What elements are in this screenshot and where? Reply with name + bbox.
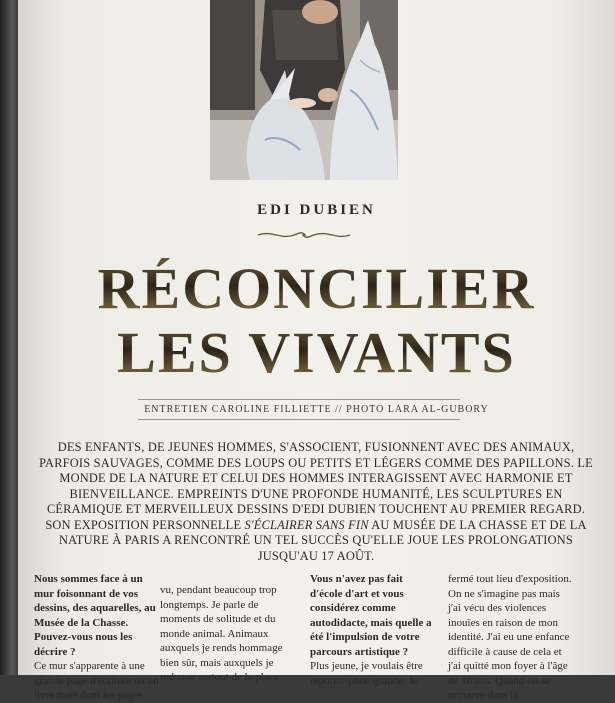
interview-answer: fermé tout lieu d'exposition. On ne s'imagine pas mais j'ai vécu des violences inouïes en raison de mon identité. J'ai eu une enfance difficile à cause de cela et j'ai quitté mon foyer à l'âge de 16 ans. Quand on se retrouve dans la — [448, 573, 572, 701]
body-column-4 — [448, 572, 574, 703]
magazine-page — [18, 0, 615, 701]
lede-text-end: AU MUSÉE DE LA CHASSE ET DE LA NATURE À PARIS A RENCONTRÉ UN TEL SUCCÈS QU'ELLE JOUE LES PROLONGATIONS JUSQU'AU 17 AOÛT. — [58, 517, 587, 563]
exhibition-title: S'ÉCLAIRER SANS FIN — [244, 517, 369, 532]
interview-answer: Plus jeune, je voulais être reporter-photographe. Je — [310, 660, 423, 687]
credit-rule-top — [138, 399, 460, 400]
body-column-3 — [310, 572, 436, 688]
article-lede — [36, 440, 596, 564]
article-photo — [210, 0, 398, 180]
credit-rule-bottom — [138, 419, 460, 420]
lede-text: DES ENFANTS, DE JEUNES HOMMES, S'ASSOCIENT, FUSIONNENT AVEC DES ANIMAUX, PARFOIS SAUVAGES, COMME DES LOUPS OU PETITS ET LÉGERS COMME DES PAPILLONS. LE MONDE DE LA NATURE ET CELUI DES HOMMES INTERAGISSENT AVEC HARMONIE ET BIENVEILLANCE. EMPREINTS D'UNE PROFONDE HUMANITÉ, LES SCULPTURES EN CÉRAMIQUE ET MERVEILLEUX DESSINS D'EDI DUBIEN TOUCHENT AU PREMIER REGARD. SON EXPOSITION PERSONNELLE — [39, 440, 593, 532]
interview-answer: vu, pendant beaucoup trop longtemps. Je parle de moments de solitude et du monde animal. Animaux auxquels je rends hommage bien sûr, mais auxquels je redonne surtout de la place. — [160, 584, 283, 683]
artist-name: EDI DUBIEN — [257, 202, 376, 218]
body-column-1 — [34, 572, 160, 703]
interview-question: Vous n'avez pas fait d'école d'art et vous considérez comme autodidacte, mais quelle a été l'impulsion de votre parcours artistique ? — [310, 573, 432, 658]
article-credit: ENTRETIEN CAROLINE FILLIETTE // PHOTO LARA AL-GUBORY — [144, 404, 489, 415]
interview-question: Nous sommes face à un mur foisonnant de vos dessins, des aquarelles, au Musée de la Chasse. Pouvez-vous nous les décrire ? — [34, 573, 156, 658]
interview-answer: Ce mur s'apparente à une grande page d'écriture ou un livre mais dont les pages — [34, 660, 159, 701]
ceramic-sculpture-photo — [210, 0, 398, 180]
flourish-ornament-icon — [256, 228, 352, 242]
headline-line-1: RÉCONCILIER — [18, 258, 615, 320]
body-column-2 — [160, 583, 286, 685]
headline-line-2: LES VIVANTS — [18, 322, 615, 384]
